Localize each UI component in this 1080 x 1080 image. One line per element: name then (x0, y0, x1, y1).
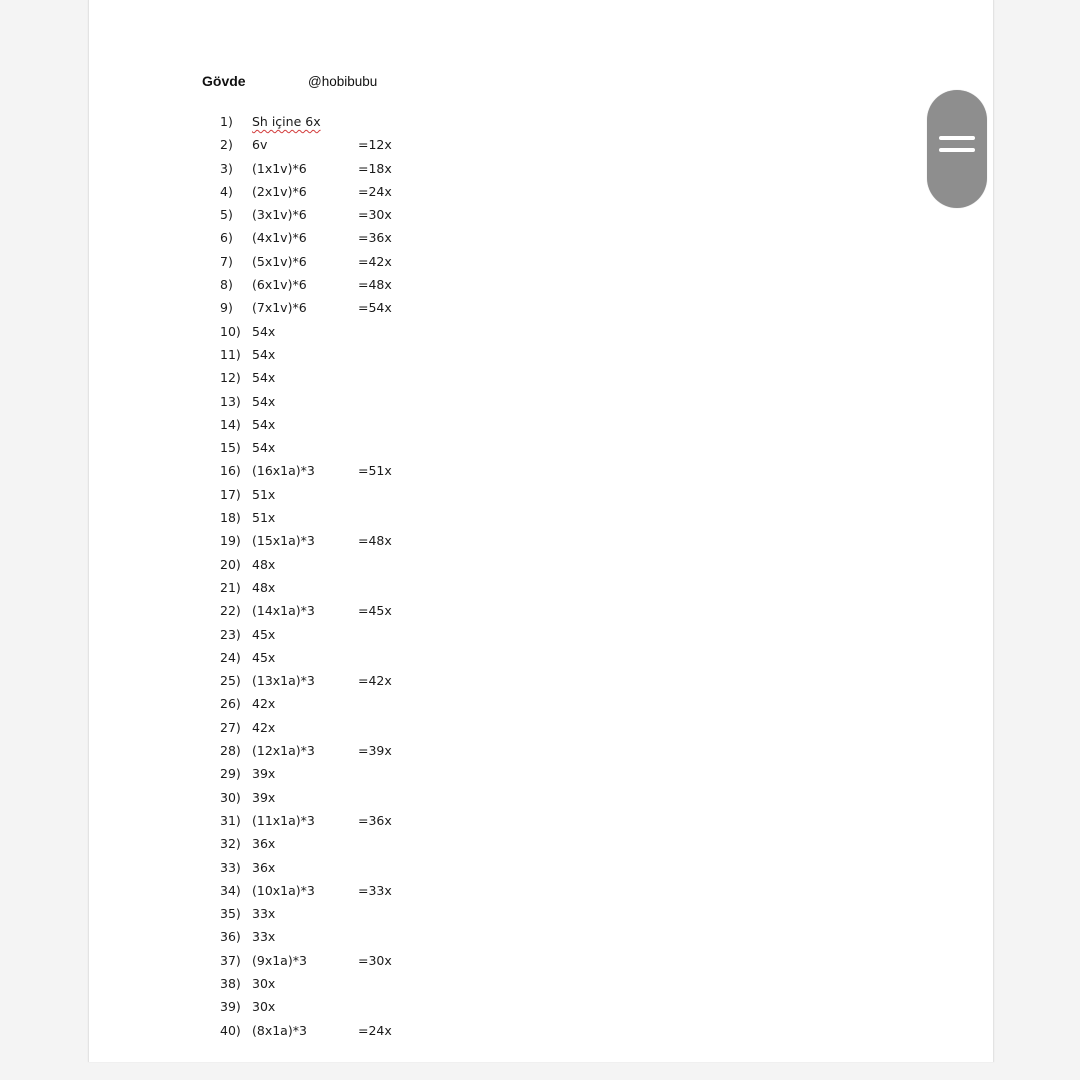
row-stitch-total: =12x (358, 137, 392, 153)
row-number: 6) (220, 230, 233, 246)
row-instruction: 48x (252, 579, 276, 595)
pattern-row (220, 623, 520, 646)
row-stitch-total: =33x (358, 882, 392, 898)
document-header (202, 73, 502, 93)
pattern-row (220, 739, 520, 762)
row-instruction: 45x (252, 626, 276, 642)
row-number: 12) (220, 370, 241, 386)
row-number: 23) (220, 626, 241, 642)
pattern-row (220, 553, 520, 576)
pattern-row (220, 692, 520, 715)
pattern-row (220, 226, 520, 249)
row-number: 2) (220, 137, 233, 153)
row-instruction: 30x (252, 999, 276, 1015)
pattern-row (220, 902, 520, 925)
row-instruction: (16x1a)*3 (252, 463, 315, 479)
row-instruction: 45x (252, 649, 276, 665)
row-instruction: 54x (252, 323, 276, 339)
row-number: 3) (220, 160, 233, 176)
row-number: 7) (220, 253, 233, 269)
row-stitch-total: =30x (358, 952, 392, 968)
pattern-row (220, 436, 520, 459)
row-number: 22) (220, 603, 241, 619)
row-stitch-total: =42x (358, 253, 392, 269)
row-number: 9) (220, 300, 233, 316)
row-instruction: (13x1a)*3 (252, 673, 315, 689)
row-stitch-total: =48x (358, 533, 392, 549)
pattern-row (220, 413, 520, 436)
pattern-row (220, 599, 520, 622)
pattern-row (220, 576, 520, 599)
row-instruction: Sh içine 6x (252, 114, 321, 129)
row-stitch-total: =39x (358, 743, 392, 759)
row-number: 33) (220, 859, 241, 875)
row-instruction: (10x1a)*3 (252, 882, 315, 898)
pattern-row (220, 669, 520, 692)
row-number: 35) (220, 906, 241, 922)
row-instruction: 36x (252, 859, 276, 875)
row-number: 30) (220, 789, 241, 805)
pattern-row (220, 133, 520, 156)
row-stitch-total: =54x (358, 300, 392, 316)
handle-bar-top (939, 136, 975, 140)
row-number: 29) (220, 766, 241, 782)
row-stitch-total: =36x (358, 812, 392, 828)
pattern-row (220, 646, 520, 669)
row-instruction: 54x (252, 393, 276, 409)
pattern-row (220, 995, 520, 1018)
row-instruction: (12x1a)*3 (252, 743, 315, 759)
row-instruction: 6v (252, 137, 268, 153)
row-number: 24) (220, 649, 241, 665)
row-instruction: (15x1a)*3 (252, 533, 315, 549)
row-instruction: 54x (252, 440, 276, 456)
row-number: 28) (220, 743, 241, 759)
pattern-row (220, 203, 520, 226)
row-number: 11) (220, 346, 241, 362)
pattern-row (220, 366, 520, 389)
row-instruction: (6x1v)*6 (252, 277, 307, 293)
row-instruction: (8x1a)*3 (252, 1022, 307, 1038)
pattern-row (220, 529, 520, 552)
row-instruction: 51x (252, 510, 276, 526)
row-number: 1) (220, 114, 233, 129)
row-instruction: 42x (252, 719, 276, 735)
pattern-row (220, 296, 520, 319)
row-number: 39) (220, 999, 241, 1015)
row-instruction: 33x (252, 906, 276, 922)
row-instruction: (7x1v)*6 (252, 300, 307, 316)
row-number: 13) (220, 393, 241, 409)
pattern-rows-list (220, 110, 520, 1042)
row-number: 19) (220, 533, 241, 549)
pattern-row (220, 716, 520, 739)
pattern-row (220, 459, 520, 482)
row-number: 5) (220, 207, 233, 223)
row-stitch-total: =24x (358, 183, 392, 199)
row-instruction: (1x1v)*6 (252, 160, 307, 176)
pattern-row (220, 762, 520, 785)
row-stitch-total: =51x (358, 463, 392, 479)
pattern-row (220, 506, 520, 529)
pattern-row (220, 483, 520, 506)
row-number: 38) (220, 975, 241, 991)
row-number: 16) (220, 463, 241, 479)
row-instruction: (14x1a)*3 (252, 603, 315, 619)
pattern-row (220, 809, 520, 832)
handle-bar-bottom (939, 148, 975, 152)
row-number: 32) (220, 836, 241, 852)
row-instruction: 51x (252, 486, 276, 502)
row-number: 25) (220, 673, 241, 689)
pattern-row (220, 786, 520, 809)
row-number: 27) (220, 719, 241, 735)
pattern-row (220, 250, 520, 273)
drag-handle-icon[interactable] (927, 90, 987, 208)
row-instruction: (11x1a)*3 (252, 812, 315, 828)
row-number: 4) (220, 183, 233, 199)
row-number: 20) (220, 556, 241, 572)
pattern-row (220, 320, 520, 343)
row-instruction: (3x1v)*6 (252, 207, 307, 223)
row-stitch-total: =18x (358, 160, 392, 176)
row-instruction: (2x1v)*6 (252, 183, 307, 199)
document-title: Gövde (202, 73, 246, 89)
pattern-row (220, 157, 520, 180)
row-instruction: 54x (252, 416, 276, 432)
pattern-row (220, 925, 520, 948)
row-stitch-total: =48x (358, 277, 392, 293)
pattern-row (220, 180, 520, 203)
pattern-row (220, 949, 520, 972)
pattern-row (220, 343, 520, 366)
pattern-row (220, 273, 520, 296)
row-number: 26) (220, 696, 241, 712)
pattern-row (220, 390, 520, 413)
row-number: 15) (220, 440, 241, 456)
pattern-row (220, 1019, 520, 1042)
row-number: 37) (220, 952, 241, 968)
author-handle: @hobibubu (308, 74, 378, 89)
row-instruction: (9x1a)*3 (252, 952, 307, 968)
row-number: 31) (220, 812, 241, 828)
row-instruction: 54x (252, 370, 276, 386)
row-number: 10) (220, 323, 241, 339)
row-instruction: 48x (252, 556, 276, 572)
pattern-row (220, 879, 520, 902)
row-number: 36) (220, 929, 241, 945)
pattern-row (220, 832, 520, 855)
row-stitch-total: =42x (358, 673, 392, 689)
row-instruction: 33x (252, 929, 276, 945)
row-instruction: 36x (252, 836, 276, 852)
row-instruction: 30x (252, 975, 276, 991)
row-number: 14) (220, 416, 241, 432)
row-instruction: 54x (252, 346, 276, 362)
row-stitch-total: =30x (358, 207, 392, 223)
row-instruction: (4x1v)*6 (252, 230, 307, 246)
row-instruction: 42x (252, 696, 276, 712)
pattern-row (220, 856, 520, 879)
row-instruction: 39x (252, 789, 276, 805)
row-stitch-total: =36x (358, 230, 392, 246)
row-stitch-total: =45x (358, 603, 392, 619)
pattern-row (220, 972, 520, 995)
row-number: 21) (220, 579, 241, 595)
row-instruction: 39x (252, 766, 276, 782)
row-number: 40) (220, 1022, 241, 1038)
row-instruction: (5x1v)*6 (252, 253, 307, 269)
row-number: 18) (220, 510, 241, 526)
row-number: 34) (220, 882, 241, 898)
row-number: 8) (220, 277, 233, 293)
pattern-row (220, 110, 520, 133)
row-stitch-total: =24x (358, 1022, 392, 1038)
row-number: 17) (220, 486, 241, 502)
